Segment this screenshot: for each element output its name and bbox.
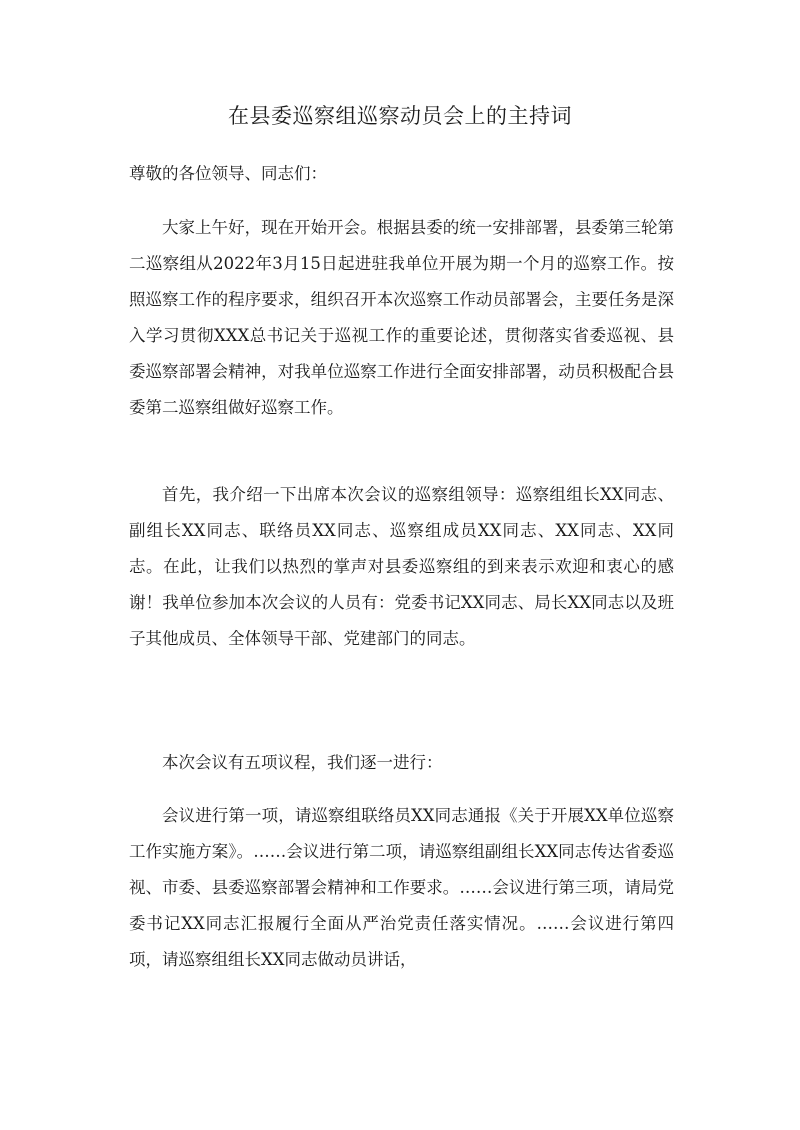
paragraph-agenda-items: 会议进行第一项，请巡察组联络员XX同志通报《关于开展XX单位巡察工作实施方案》。……会议进行第二项，请巡察组副组长XX同志传达省委巡视、市委、县委巡察部署会精神和工作要求。……会议进行第三项，请局党委书记XX同志汇报履行全面从严治党责任落实情况。……会议进行第四项，请巡察组组长XX同志做动员讲话， [129, 806, 674, 969]
paragraph-opening: 大家上午好，现在开始开会。根据县委的统一安排部署，县委第三轮第二巡察组从2022年3月15日起进驻我单位开展为期一个月的巡察工作。按照巡察工作的程序要求，组织召开本次巡察工作动员部署会，主要任务是深入学习贯彻XXX总书记关于巡视工作的重要论述，贯彻落实省委巡视、县委巡察部署会精神，对我单位巡察工作进行全面安排部署，动员积极配合县委第二巡察组做好巡察工作。 [129, 218, 674, 417]
paragraph-agenda-intro: 本次会议有五项议程，我们逐一进行： [162, 753, 443, 772]
document-title: 在县委巡察组巡察动员会上的主持词 [228, 104, 572, 128]
salutation: 尊敬的各位领导、同志们： [129, 164, 327, 183]
paragraph-introductions: 首先，我介绍一下出席本次会议的巡察组领导：巡察组组长XX同志、副组长XX同志、联络员XX同志、巡察组成员XX同志、XX同志、XX同志。在此，让我们以热烈的掌声对县委巡察组的到来表示欢迎和衷心的感谢！我单位参加本次会议的人员有：党委书记XX同志、局长XX同志以及班子其他成员、全体领导干部、党建部门的同志。 [129, 485, 674, 648]
